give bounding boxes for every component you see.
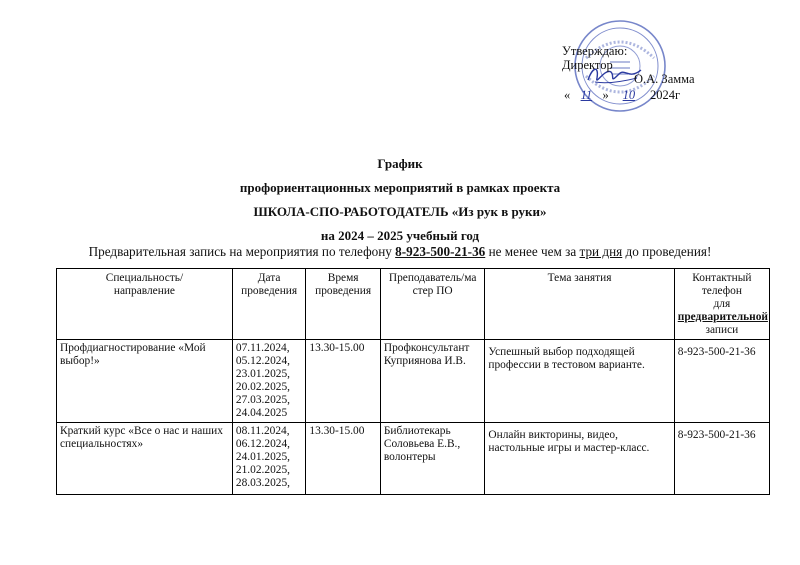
approval-year: 2024г — [650, 88, 681, 102]
header-teacher — [380, 269, 485, 340]
header-time — [306, 269, 381, 340]
header-topic — [485, 269, 674, 340]
date-open-quote: « — [564, 88, 571, 102]
approval-director-name: О.А. Замма — [634, 72, 695, 86]
note-phone: 8-923-500-21-36 — [395, 244, 486, 259]
cell-topic: Онлайн викторины, видео, настольные игры и мастер-класс. — [485, 423, 674, 495]
date-item: 24.01.2025, — [235, 451, 291, 463]
title-line-1: График — [377, 156, 423, 171]
approval-month: 10 — [622, 88, 636, 102]
table-row — [57, 423, 770, 495]
header-date-line2: проведения — [241, 285, 298, 297]
title-line-2: профориентационных мероприятий в рамках проекта — [239, 180, 561, 195]
date-item: 24.04.2025 — [235, 407, 288, 419]
approval-date — [564, 88, 646, 102]
header-date-line1: Дата — [257, 272, 281, 284]
date-item: 08.11.2024, — [235, 425, 290, 437]
cell-phone: 8-923-500-21-36 — [674, 423, 769, 495]
date-item: 21.02.2025, — [235, 464, 291, 476]
registration-note — [0, 244, 800, 260]
approval-heading: Утверждаю: — [562, 44, 628, 58]
header-contact-line1: Контактный — [692, 272, 752, 284]
header-teacher-line2: стер ПО — [412, 285, 453, 297]
header-specialty — [57, 269, 233, 340]
date-item: 27.03.2025, — [235, 394, 291, 406]
note-middle: не менее чем за — [485, 244, 580, 259]
header-time-line2: проведения — [315, 285, 372, 297]
note-suffix: до проведения! — [622, 244, 712, 259]
date-item: 06.12.2024, — [235, 438, 291, 450]
cell-time: 13.30-15.00 — [306, 340, 381, 423]
cell-specialty: Краткий курс «Все о нас и наших специальностях» — [57, 423, 233, 495]
header-topic-line1: Тема занятия — [547, 272, 612, 284]
header-contact-line2: телефон — [701, 285, 742, 297]
date-item: 28.03.2025, — [235, 477, 291, 489]
header-date — [232, 269, 305, 340]
cell-phone: 8-923-500-21-36 — [674, 340, 769, 423]
note-prefix: Предварительная запись на мероприятия по телефону — [88, 244, 396, 259]
cell-topic: Успешный выбор подходящей профессии в тестовом варианте. — [485, 340, 674, 423]
date-item: 07.11.2024, — [235, 342, 290, 354]
cell-time: 13.30-15.00 — [306, 423, 381, 495]
note-days: три дня — [579, 244, 623, 259]
cell-teacher: Профконсультант Куприянова И.В. — [380, 340, 485, 423]
header-teacher-line1: Преподаватель/ма — [388, 272, 477, 284]
date-item: 23.01.2025, — [235, 368, 291, 380]
date-item: 20.02.2025, — [235, 381, 291, 393]
header-specialty-line1: Специальность/ — [105, 272, 184, 284]
header-specialty-line2: направление — [113, 285, 175, 297]
schedule-table — [56, 268, 770, 495]
approval-day: 11 — [580, 88, 593, 102]
cell-dates — [232, 423, 305, 495]
header-contact — [674, 269, 769, 340]
table-row — [57, 340, 770, 423]
approval-director-title: Директор — [562, 58, 613, 72]
header-contact-line3: для — [713, 298, 731, 310]
approval-block — [562, 44, 712, 102]
date-item: 05.12.2024, — [235, 355, 291, 367]
cell-specialty: Профдиагностирование «Мой выбор!» — [57, 340, 233, 423]
header-contact-line4: предварительной — [677, 311, 768, 323]
table-header-row — [57, 269, 770, 340]
title-line-4: на 2024 – 2025 учебный год — [320, 228, 480, 243]
header-contact-line5: записи — [705, 324, 739, 336]
title-line-3: ШКОЛА-СПО-РАБОТОДАТЕЛЬ «Из рук в руки» — [253, 204, 547, 219]
document-title — [0, 152, 800, 248]
header-time-line1: Время — [327, 272, 359, 284]
date-close-quote: » — [602, 88, 609, 102]
cell-teacher: Библиотекарь Соловьева Е.В., волонтеры — [380, 423, 485, 495]
cell-dates — [232, 340, 305, 423]
